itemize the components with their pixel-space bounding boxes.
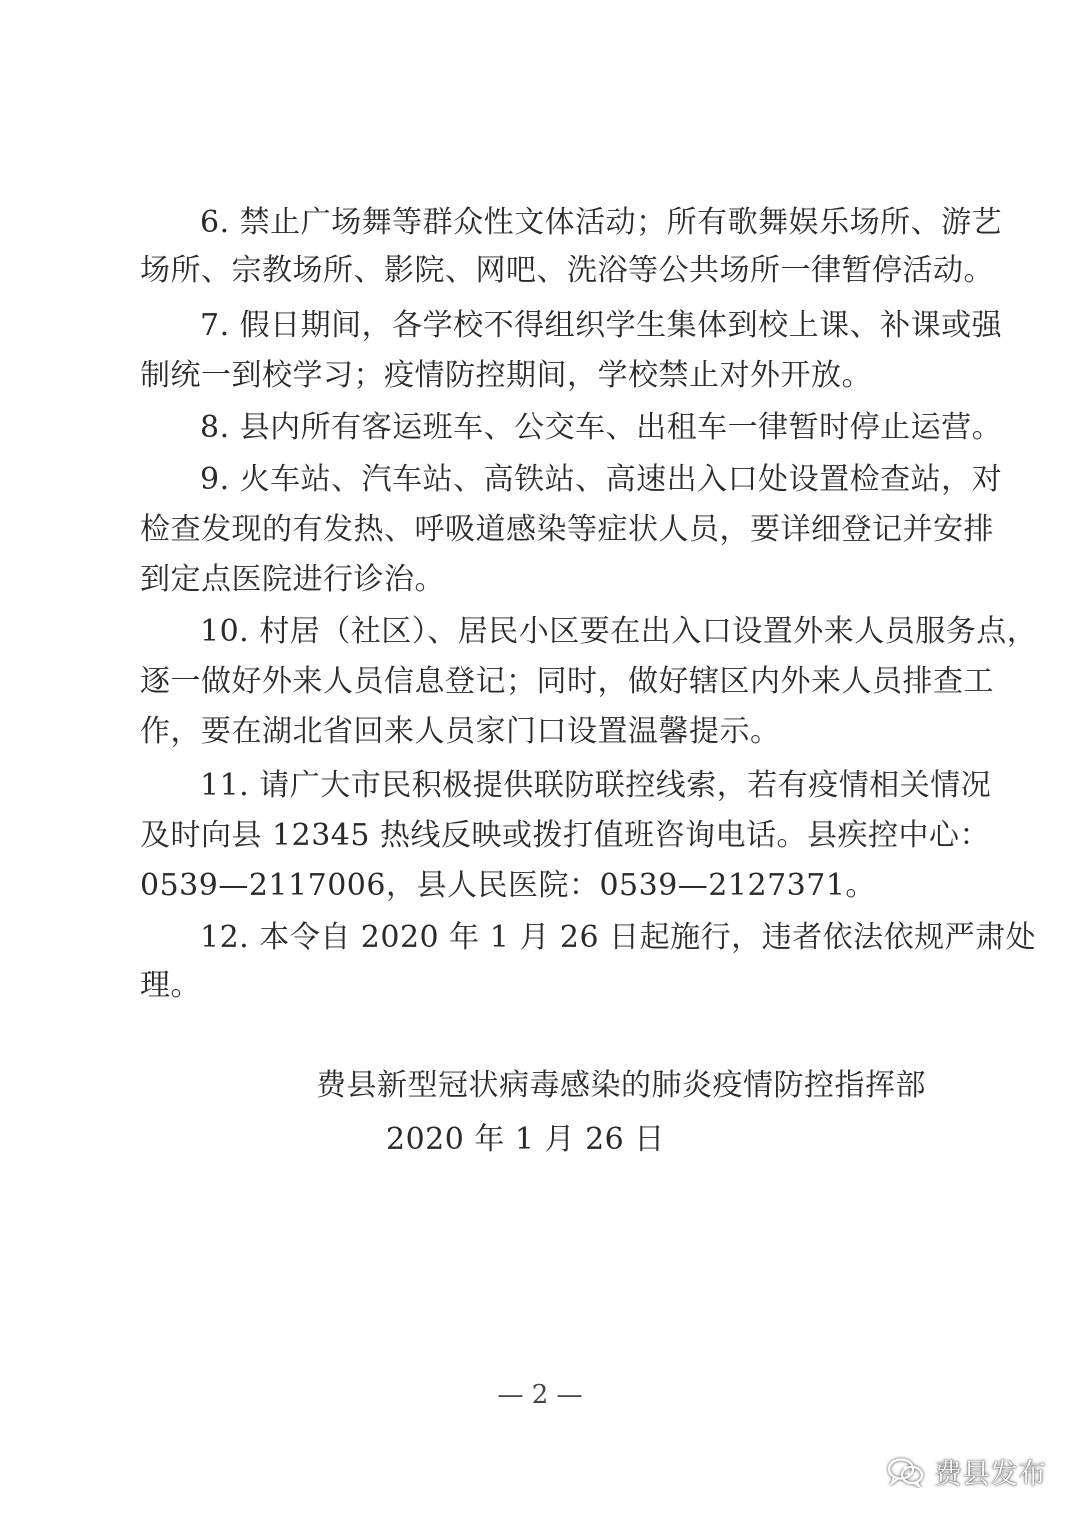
wechat-watermark: [886, 1452, 1046, 1492]
item-7-line-2: 制统一到校学习；疫情防控期间，学校禁止对外开放。: [140, 358, 872, 393]
wechat-icon: [886, 1456, 926, 1488]
item-6-line-1: 6. 禁止广场舞等群众性文体活动；所有歌舞娱乐场所、游艺: [200, 205, 1003, 240]
item-11-line-1: 11. 请广大市民积极提供联防联控线索，若有疫情相关情况: [200, 768, 992, 803]
item-12-line-2: 理。: [140, 968, 201, 1003]
signature-date: 2020 年 1 月 26 日: [386, 1122, 665, 1157]
item-10-line-2: 逐一做好外来人员信息登记；同时，做好辖区内外来人员排查工: [140, 664, 994, 699]
item-7-line-1: 7. 假日期间，各学校不得组织学生集体到校上课、补课或强: [200, 308, 1003, 343]
item-6-line-2: 场所、宗教场所、影院、网吧、洗浴等公共场所一律暂停活动。: [140, 253, 994, 288]
item-9-line-2: 检查发现的有发热、呼吸道感染等症状人员，要详细登记并安排: [140, 512, 994, 547]
watermark-text: 费县发布: [933, 1457, 1046, 1490]
item-8-line-1: 8. 县内所有客运班车、公交车、出租车一律暂时停止运营。: [200, 410, 1003, 445]
item-10-line-1: 10. 村居（社区）、居民小区要在出入口设置外来人员服务点，: [200, 614, 1038, 649]
item-9-line-1: 9. 火车站、汽车站、高铁站、高速出入口处设置检查站，对: [200, 462, 1003, 497]
item-9-line-3: 到定点医院进行诊治。: [140, 562, 445, 597]
item-10-line-3: 作，要在湖北省回来人员家门口设置温馨提示。: [140, 714, 781, 749]
page-number: — 2 —: [497, 1380, 583, 1410]
item-11-line-2: 及时向县 12345 热线反映或拨打值班咨询电话。县疾控中心：: [140, 818, 991, 853]
item-12-line-1: 12. 本令自 2020 年 1 月 26 日起施行，违者依法依规严肃处: [200, 920, 1037, 955]
item-11-line-3: 0539—2117006，县人民医院：0539—2127371。: [140, 868, 876, 903]
signature-organization: 费县新型冠状病毒感染的肺炎疫情防控指挥部: [316, 1068, 926, 1103]
